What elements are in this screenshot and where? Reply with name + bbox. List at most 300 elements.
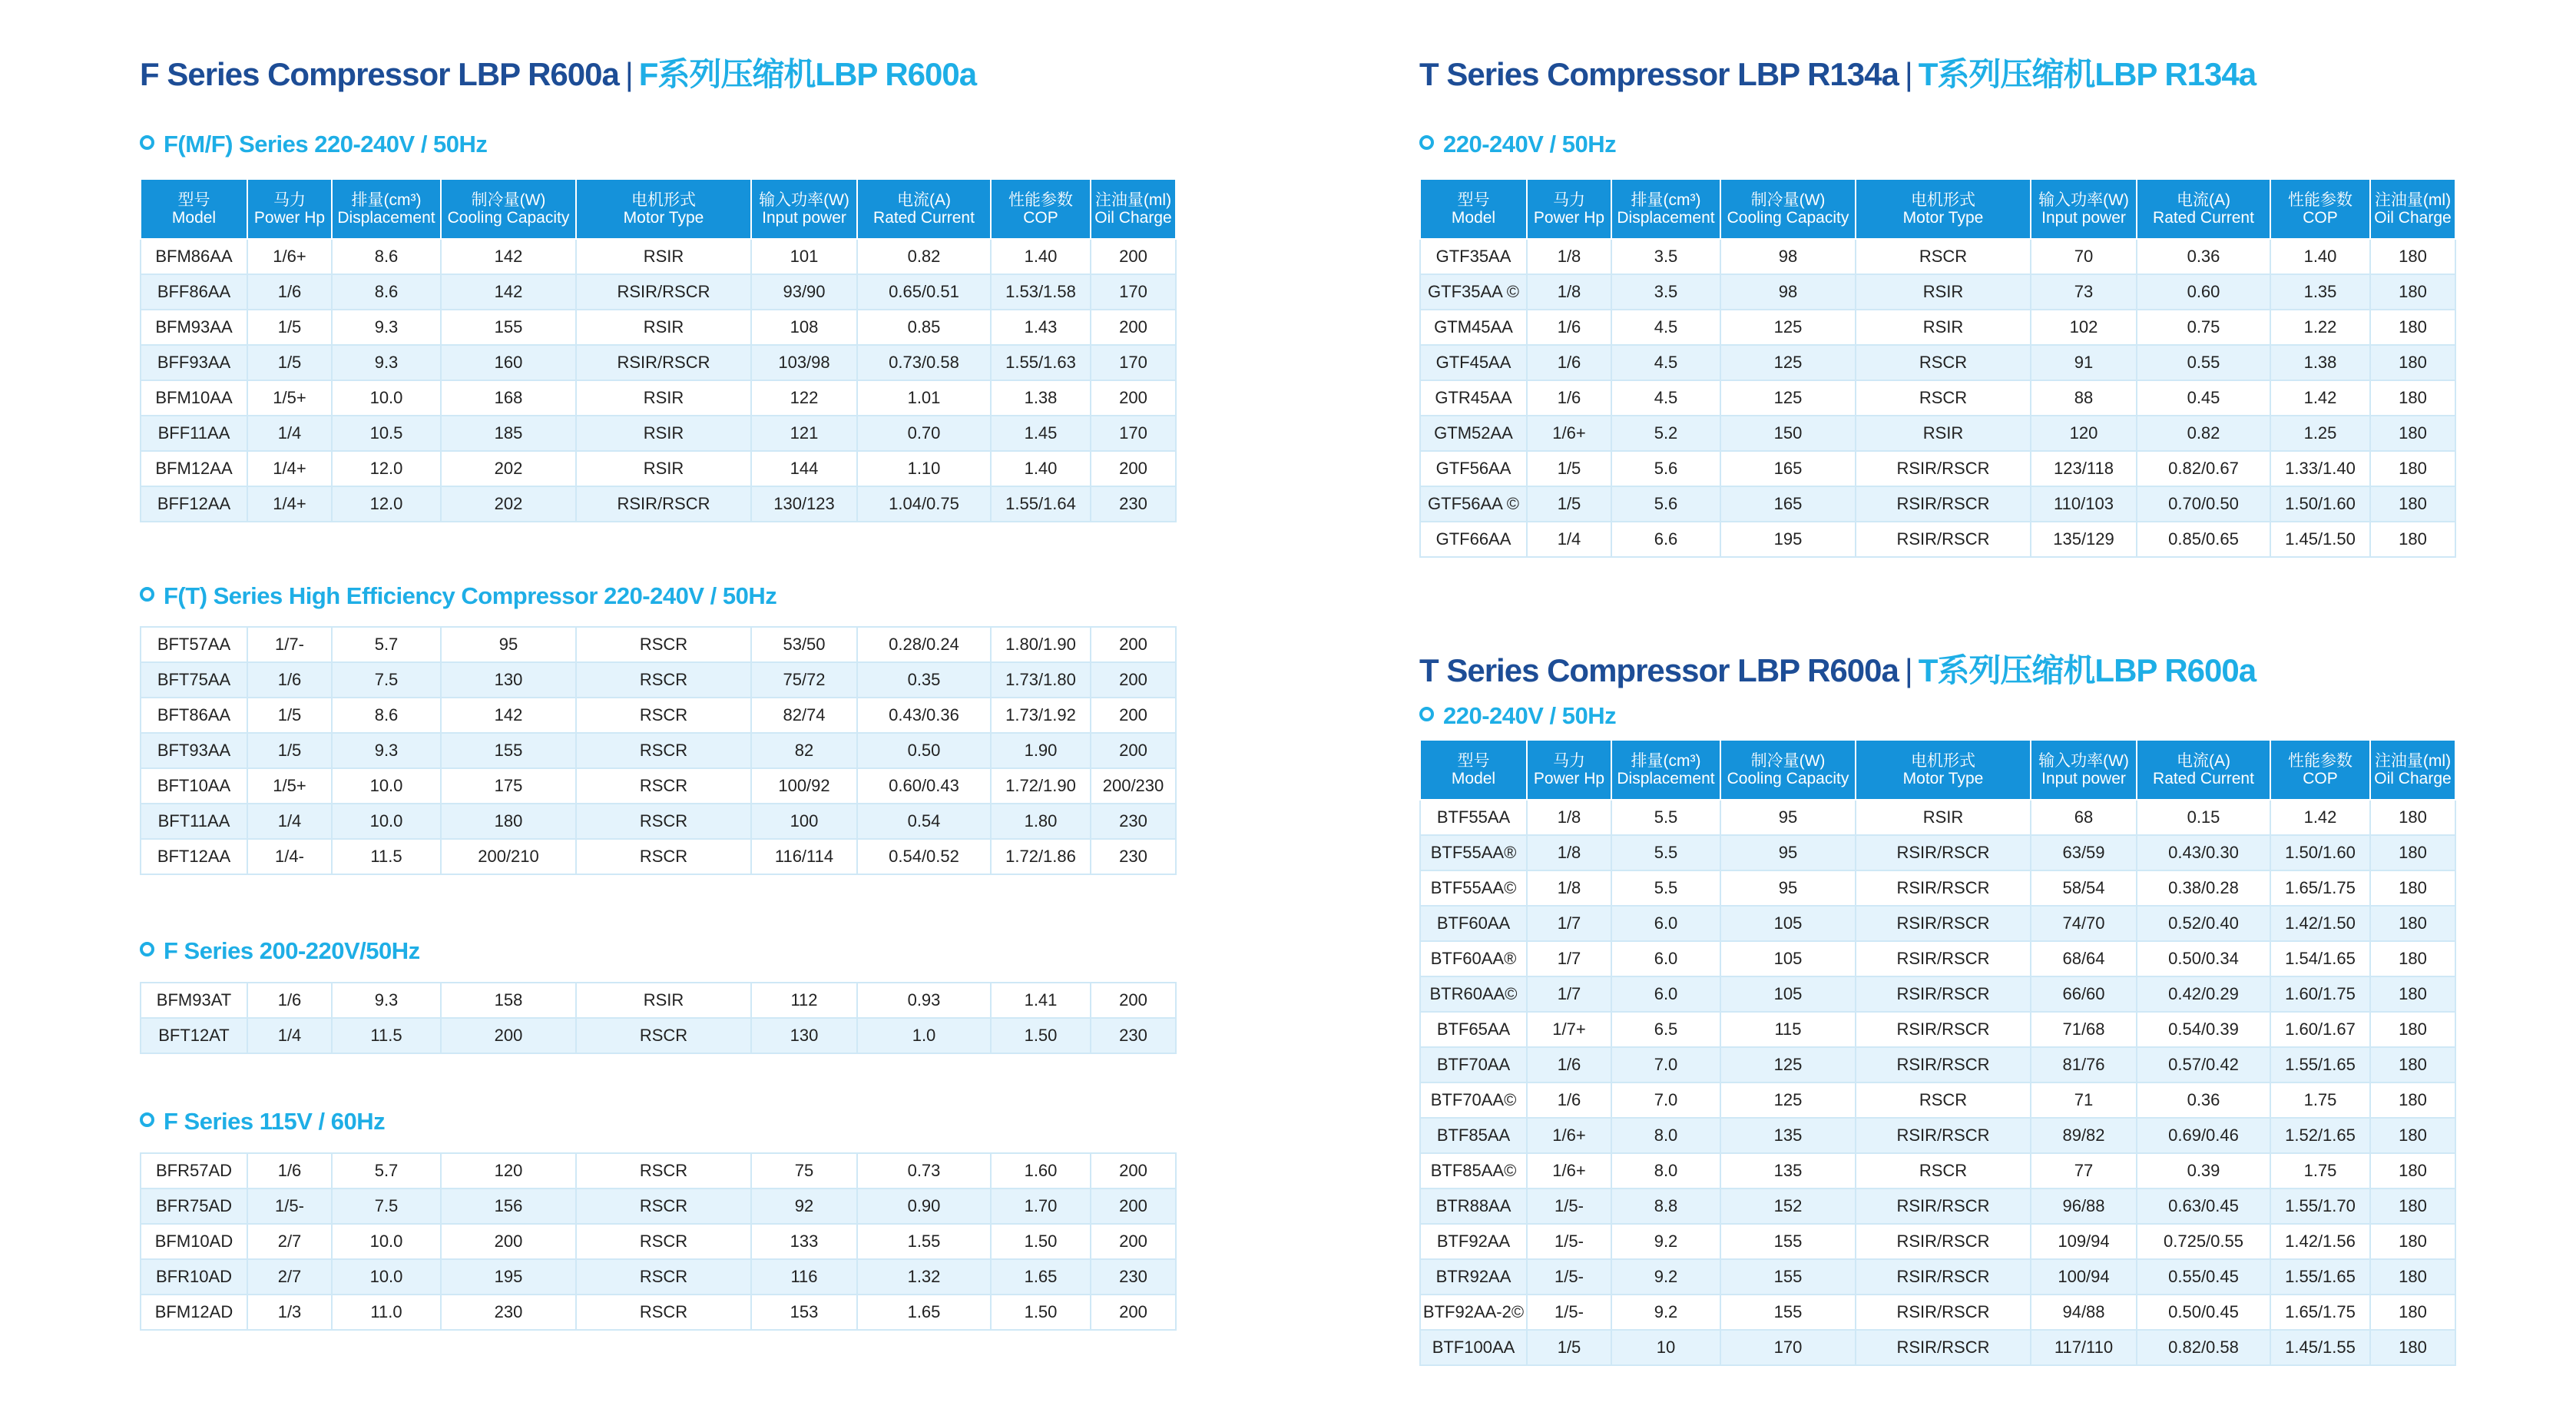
cell-oil-charge: 230: [1091, 1018, 1176, 1053]
cell-motor-type: RSCR: [576, 1259, 751, 1295]
cell-input-power: 68: [2031, 800, 2137, 835]
header-label-cn: 电机形式: [631, 191, 696, 209]
cell-power-hp: 1/4+: [247, 486, 332, 522]
cell-cop: 1.55/1.70: [2270, 1189, 2370, 1224]
table-header-row: [1420, 740, 2455, 800]
main-title-en: F Series Compressor LBP R600a: [140, 56, 619, 92]
cell-motor-type: RSIR/RSCR: [1856, 451, 2031, 486]
circle-bullet-icon: [140, 587, 154, 602]
header-rated-current: [2137, 179, 2270, 239]
circle-bullet-icon: [140, 942, 154, 956]
cell-displacement: 8.0: [1611, 1118, 1720, 1153]
cell-power-hp: 1/6: [1527, 310, 1611, 345]
cell-model: GTM45AA: [1420, 310, 1527, 345]
cell-cooling-capacity: 200: [441, 1224, 576, 1259]
cell-rated-current: 1.04/0.75: [857, 486, 991, 522]
cell-cop: 1.25: [2270, 416, 2370, 451]
header-label-en: Rated Current: [2153, 770, 2254, 787]
cell-displacement: 8.6: [332, 274, 441, 310]
cell-displacement: 5.6: [1611, 486, 1720, 522]
header-input-power: [2031, 179, 2137, 239]
cell-cooling-capacity: 105: [1720, 941, 1856, 976]
cell-displacement: 3.5: [1611, 274, 1720, 310]
cell-power-hp: 1/5: [1527, 451, 1611, 486]
cell-cooling-capacity: 156: [441, 1189, 576, 1224]
cell-cooling-capacity: 95: [1720, 870, 1856, 906]
cell-model: BFT75AA: [141, 662, 247, 698]
header-label-en: Model: [171, 209, 217, 227]
cell-displacement: 10.0: [332, 768, 441, 804]
cell-motor-type: RSIR/RSCR: [576, 274, 751, 310]
cell-input-power: 82: [751, 733, 857, 768]
cell-motor-type: RSIR: [576, 239, 751, 274]
cell-cop: 1.50: [991, 1224, 1091, 1259]
cell-motor-type: RSIR: [576, 310, 751, 345]
cell-motor-type: RSIR: [1856, 274, 2031, 310]
cell-displacement: 12.0: [332, 451, 441, 486]
cell-model: BTF92AA-2©: [1420, 1295, 1527, 1330]
cell-model: BFM12AA: [141, 451, 247, 486]
table-row: [1420, 870, 2455, 906]
cell-cop: 1.80/1.90: [991, 627, 1091, 662]
cell-motor-type: RSCR: [576, 1224, 751, 1259]
cell-oil-charge: 180: [2370, 1259, 2455, 1295]
cell-displacement: 4.5: [1611, 310, 1720, 345]
cell-motor-type: RSIR/RSCR: [1856, 1259, 2031, 1295]
cell-displacement: 6.5: [1611, 1012, 1720, 1047]
cell-displacement: 5.6: [1611, 451, 1720, 486]
cell-oil-charge: 200/230: [1091, 768, 1176, 804]
cell-cooling-capacity: 200: [441, 1018, 576, 1053]
cell-model: BFT10AA: [141, 768, 247, 804]
cell-cop: 1.72/1.90: [991, 768, 1091, 804]
cell-model: BFT11AA: [141, 804, 247, 839]
cell-model: GTF45AA: [1420, 345, 1527, 380]
cell-cooling-capacity: 95: [441, 627, 576, 662]
cell-cop: 1.54/1.65: [2270, 941, 2370, 976]
cell-model: BTF85AA: [1420, 1118, 1527, 1153]
table-row: [1420, 1295, 2455, 1330]
cell-rated-current: 1.55: [857, 1224, 991, 1259]
spec-table: [140, 178, 1177, 522]
cell-rated-current: 0.38/0.28: [2137, 870, 2270, 906]
table-row: [1420, 1118, 2455, 1153]
cell-input-power: 96/88: [2031, 1189, 2137, 1224]
cell-model: BTF60AA: [1420, 906, 1527, 941]
cell-power-hp: 1/5: [1527, 486, 1611, 522]
cell-cop: 1.45/1.50: [2270, 522, 2370, 557]
header-label-en: COP: [2303, 770, 2338, 787]
cell-rated-current: 0.82/0.58: [2137, 1330, 2270, 1365]
cell-cooling-capacity: 135: [1720, 1153, 1856, 1189]
cell-input-power: 153: [751, 1295, 857, 1330]
cell-cop: 1.45: [991, 416, 1091, 451]
cell-input-power: 74/70: [2031, 906, 2137, 941]
main-title-cn: T系列压缩机LBP R600a: [1918, 652, 2256, 688]
cell-input-power: 58/54: [2031, 870, 2137, 906]
cell-displacement: 7.5: [332, 662, 441, 698]
header-label-cn: 马力: [273, 191, 306, 209]
cell-rated-current: 0.70/0.50: [2137, 486, 2270, 522]
cell-displacement: 5.7: [332, 1153, 441, 1189]
cell-rated-current: 1.32: [857, 1259, 991, 1295]
cell-cop: 1.50/1.60: [2270, 835, 2370, 870]
cell-input-power: 100/92: [751, 768, 857, 804]
cell-cop: 1.65/1.75: [2270, 870, 2370, 906]
cell-motor-type: RSIR/RSCR: [1856, 1118, 2031, 1153]
cell-motor-type: RSCR: [576, 1295, 751, 1330]
cell-input-power: 68/64: [2031, 941, 2137, 976]
header-label-en: Displacement: [1617, 209, 1715, 227]
cell-cop: 1.50/1.60: [2270, 486, 2370, 522]
cell-motor-type: RSCR: [576, 698, 751, 733]
cell-oil-charge: 170: [1091, 274, 1176, 310]
header-label-cn: 输入功率(W): [2038, 191, 2129, 209]
cell-cop: 1.55/1.63: [991, 345, 1091, 380]
cell-oil-charge: 180: [2370, 1330, 2455, 1365]
table-row: [141, 1224, 1176, 1259]
cell-oil-charge: 200: [1091, 310, 1176, 345]
cell-cop: 1.42/1.50: [2270, 906, 2370, 941]
section-title: [140, 584, 776, 608]
cell-power-hp: 1/6: [247, 662, 332, 698]
cell-rated-current: 0.45: [2137, 380, 2270, 416]
cell-cooling-capacity: 105: [1720, 976, 1856, 1012]
cell-input-power: 100/94: [2031, 1259, 2137, 1295]
cell-power-hp: 1/8: [1527, 800, 1611, 835]
table-row: [141, 698, 1176, 733]
spec-table: [140, 1152, 1177, 1331]
cell-displacement: 5.5: [1611, 835, 1720, 870]
header-label-en: Power Hp: [1533, 209, 1605, 227]
cell-cooling-capacity: 185: [441, 416, 576, 451]
cell-motor-type: RSIR/RSCR: [1856, 1189, 2031, 1224]
cell-cop: 1.72/1.86: [991, 839, 1091, 874]
cell-power-hp: 1/6: [247, 983, 332, 1018]
cell-cop: 1.70: [991, 1189, 1091, 1224]
header-cooling-capacity: [1720, 179, 1856, 239]
cell-motor-type: RSIR/RSCR: [1856, 486, 2031, 522]
cell-oil-charge: 200: [1091, 733, 1176, 768]
cell-oil-charge: 180: [2370, 1082, 2455, 1118]
cell-power-hp: 1/5-: [1527, 1224, 1611, 1259]
cell-cooling-capacity: 142: [441, 274, 576, 310]
cell-model: GTF35AA ©: [1420, 274, 1527, 310]
cell-power-hp: 1/7: [1527, 976, 1611, 1012]
cell-oil-charge: 230: [1091, 486, 1176, 522]
cell-input-power: 73: [2031, 274, 2137, 310]
cell-cop: 1.42: [2270, 380, 2370, 416]
table-header-row: [1420, 179, 2455, 239]
cell-motor-type: RSCR: [576, 627, 751, 662]
table-row: [141, 1295, 1176, 1330]
table-row: [141, 310, 1176, 345]
header-label-cn: 制冷量(W): [471, 191, 546, 209]
cell-power-hp: 1/8: [1527, 274, 1611, 310]
cell-cooling-capacity: 125: [1720, 380, 1856, 416]
cell-rated-current: 0.73: [857, 1153, 991, 1189]
cell-oil-charge: 200: [1091, 239, 1176, 274]
cell-model: BTR92AA: [1420, 1259, 1527, 1295]
header-power-hp: [1527, 740, 1611, 800]
cell-cop: 1.50: [991, 1295, 1091, 1330]
cell-motor-type: RSIR/RSCR: [1856, 1330, 2031, 1365]
cell-rated-current: 0.65/0.51: [857, 274, 991, 310]
cell-power-hp: 1/8: [1527, 835, 1611, 870]
table-row: [1420, 1259, 2455, 1295]
cell-power-hp: 1/6+: [247, 239, 332, 274]
cell-input-power: 109/94: [2031, 1224, 2137, 1259]
cell-input-power: 71: [2031, 1082, 2137, 1118]
cell-displacement: 8.6: [332, 698, 441, 733]
cell-displacement: 10: [1611, 1330, 1720, 1365]
table-row: [1420, 906, 2455, 941]
cell-input-power: 116/114: [751, 839, 857, 874]
cell-displacement: 6.0: [1611, 976, 1720, 1012]
cell-rated-current: 0.82/0.67: [2137, 451, 2270, 486]
cell-motor-type: RSIR: [1856, 416, 2031, 451]
cell-cop: 1.53/1.58: [991, 274, 1091, 310]
cell-cooling-capacity: 98: [1720, 239, 1856, 274]
table-row: [141, 1153, 1176, 1189]
cell-cooling-capacity: 175: [441, 768, 576, 804]
cell-power-hp: 1/5: [247, 310, 332, 345]
cell-oil-charge: 200: [1091, 983, 1176, 1018]
cell-input-power: 91: [2031, 345, 2137, 380]
cell-motor-type: RSCR: [1856, 345, 2031, 380]
cell-cooling-capacity: 165: [1720, 451, 1856, 486]
cell-cop: 1.42/1.56: [2270, 1224, 2370, 1259]
cell-rated-current: 0.54/0.52: [857, 839, 991, 874]
cell-motor-type: RSIR: [1856, 310, 2031, 345]
cell-input-power: 101: [751, 239, 857, 274]
cell-input-power: 103/98: [751, 345, 857, 380]
cell-model: BTR60AA©: [1420, 976, 1527, 1012]
cell-rated-current: 0.55/0.45: [2137, 1259, 2270, 1295]
cell-model: BFF11AA: [141, 416, 247, 451]
section-title-text: F(M/F) Series 220-240V / 50Hz: [164, 131, 488, 157]
cell-rated-current: 0.50/0.34: [2137, 941, 2270, 976]
table-header-row: [141, 179, 1176, 239]
cell-cooling-capacity: 202: [441, 486, 576, 522]
header-label-en: Rated Current: [873, 209, 975, 227]
cell-input-power: 81/76: [2031, 1047, 2137, 1082]
cell-cop: 1.75: [2270, 1153, 2370, 1189]
header-model: [141, 179, 247, 239]
cell-model: BTF55AA©: [1420, 870, 1527, 906]
cell-power-hp: 2/7: [247, 1224, 332, 1259]
cell-oil-charge: 180: [2370, 522, 2455, 557]
cell-cop: 1.50: [991, 1018, 1091, 1053]
cell-motor-type: RSCR: [1856, 380, 2031, 416]
cell-rated-current: 0.50/0.45: [2137, 1295, 2270, 1330]
cell-displacement: 9.2: [1611, 1224, 1720, 1259]
cell-oil-charge: 200: [1091, 698, 1176, 733]
cell-input-power: 122: [751, 380, 857, 416]
cell-displacement: 9.3: [332, 345, 441, 380]
cell-cop: 1.52/1.65: [2270, 1118, 2370, 1153]
cell-power-hp: 1/7: [1527, 941, 1611, 976]
f-series-main-title: [140, 58, 976, 91]
cell-cooling-capacity: 195: [441, 1259, 576, 1295]
cell-input-power: 112: [751, 983, 857, 1018]
cell-oil-charge: 180: [2370, 1153, 2455, 1189]
cell-oil-charge: 180: [2370, 1118, 2455, 1153]
cell-cooling-capacity: 142: [441, 239, 576, 274]
cell-rated-current: 0.57/0.42: [2137, 1047, 2270, 1082]
cell-displacement: 5.5: [1611, 800, 1720, 835]
table-row: [141, 1259, 1176, 1295]
header-label-cn: 电流(A): [897, 191, 951, 209]
cell-rated-current: 0.43/0.36: [857, 698, 991, 733]
cell-power-hp: 1/5: [1527, 1330, 1611, 1365]
cell-rated-current: 0.54/0.39: [2137, 1012, 2270, 1047]
header-label-cn: 马力: [1553, 752, 1585, 770]
header-label-en: Cooling Capacity: [1727, 770, 1849, 787]
cell-model: BFM93AA: [141, 310, 247, 345]
cell-rated-current: 0.75: [2137, 310, 2270, 345]
cell-rated-current: 0.52/0.40: [2137, 906, 2270, 941]
cell-power-hp: 1/6: [1527, 345, 1611, 380]
table-row: [141, 486, 1176, 522]
cell-cooling-capacity: 155: [1720, 1224, 1856, 1259]
cell-input-power: 100: [751, 804, 857, 839]
cell-input-power: 110/103: [2031, 486, 2137, 522]
cell-power-hp: 1/7: [1527, 906, 1611, 941]
cell-power-hp: 1/8: [1527, 239, 1611, 274]
cell-displacement: 9.2: [1611, 1295, 1720, 1330]
cell-rated-current: 0.55: [2137, 345, 2270, 380]
cell-oil-charge: 230: [1091, 804, 1176, 839]
cell-power-hp: 1/6+: [1527, 1118, 1611, 1153]
header-displacement: [1611, 740, 1720, 800]
cell-input-power: 89/82: [2031, 1118, 2137, 1153]
cell-displacement: 7.5: [332, 1189, 441, 1224]
cell-cop: 1.38: [2270, 345, 2370, 380]
cell-power-hp: 1/6: [1527, 380, 1611, 416]
header-displacement: [332, 179, 441, 239]
cell-displacement: 9.3: [332, 733, 441, 768]
table-row: [141, 416, 1176, 451]
header-label-en: Motor Type: [1902, 209, 1984, 227]
cell-oil-charge: 180: [2370, 274, 2455, 310]
cell-model: BFR10AD: [141, 1259, 247, 1295]
cell-cop: 1.55/1.65: [2270, 1047, 2370, 1082]
header-input-power: [751, 179, 857, 239]
cell-input-power: 108: [751, 310, 857, 345]
table-row: [1420, 310, 2455, 345]
cell-model: BFT12AT: [141, 1018, 247, 1053]
table-row: [141, 839, 1176, 874]
cell-input-power: 77: [2031, 1153, 2137, 1189]
cell-motor-type: RSIR: [1856, 800, 2031, 835]
header-label-en: Cooling Capacity: [1727, 209, 1849, 227]
cell-power-hp: 1/7+: [1527, 1012, 1611, 1047]
cell-motor-type: RSIR/RSCR: [1856, 976, 2031, 1012]
header-label-en: Displacement: [1617, 770, 1715, 787]
header-label-cn: 性能参数: [2288, 752, 2353, 770]
cell-model: BTF60AA®: [1420, 941, 1527, 976]
cell-displacement: 8.0: [1611, 1153, 1720, 1189]
header-label-cn: 型号: [1457, 191, 1490, 209]
cell-motor-type: RSIR/RSCR: [1856, 1295, 2031, 1330]
cell-oil-charge: 180: [2370, 941, 2455, 976]
cell-rated-current: 0.90: [857, 1189, 991, 1224]
cell-oil-charge: 180: [2370, 1047, 2455, 1082]
cell-motor-type: RSIR/RSCR: [576, 345, 751, 380]
cell-input-power: 71/68: [2031, 1012, 2137, 1047]
table-row: [1420, 1330, 2455, 1365]
cell-oil-charge: 200: [1091, 627, 1176, 662]
cell-power-hp: 1/4: [247, 1018, 332, 1053]
cell-cop: 1.55/1.65: [2270, 1259, 2370, 1295]
cell-rated-current: 0.85/0.65: [2137, 522, 2270, 557]
header-displacement: [1611, 179, 1720, 239]
spec-table: [1419, 178, 2456, 558]
header-motor-type: [1856, 179, 2031, 239]
cell-displacement: 11.5: [332, 1018, 441, 1053]
cell-cooling-capacity: 158: [441, 983, 576, 1018]
cell-power-hp: 1/6+: [1527, 1153, 1611, 1189]
t-series-r134a-main-title: [1419, 58, 2256, 91]
header-label-cn: 型号: [177, 191, 210, 209]
header-label-cn: 注油量(ml): [1094, 191, 1172, 209]
cell-cooling-capacity: 160: [441, 345, 576, 380]
cell-model: BFT93AA: [141, 733, 247, 768]
cell-cop: 1.42: [2270, 800, 2370, 835]
header-label-en: Rated Current: [2153, 209, 2254, 227]
cell-motor-type: RSCR: [576, 804, 751, 839]
cell-motor-type: RSCR: [576, 1018, 751, 1053]
table-row: [1420, 380, 2455, 416]
cell-cooling-capacity: 150: [1720, 416, 1856, 451]
cell-model: BFF12AA: [141, 486, 247, 522]
main-title-cn: T系列压缩机LBP R134a: [1918, 56, 2256, 92]
table-row: [141, 451, 1176, 486]
cell-cop: 1.35: [2270, 274, 2370, 310]
cell-power-hp: 1/6: [1527, 1082, 1611, 1118]
section-title: [140, 132, 487, 156]
cell-cooling-capacity: 115: [1720, 1012, 1856, 1047]
cell-oil-charge: 180: [2370, 1012, 2455, 1047]
cell-model: BFM86AA: [141, 239, 247, 274]
header-label-en: Cooling Capacity: [447, 209, 570, 227]
header-label-en: Oil Charge: [2374, 209, 2452, 227]
cell-model: BFM10AD: [141, 1224, 247, 1259]
table-row: [1420, 1082, 2455, 1118]
table-row: [1420, 1153, 2455, 1189]
cell-input-power: 93/90: [751, 274, 857, 310]
circle-bullet-icon: [140, 1112, 154, 1127]
section-title: [1419, 704, 1616, 728]
table-row: [1420, 239, 2455, 274]
cell-displacement: 9.3: [332, 310, 441, 345]
cell-input-power: 75/72: [751, 662, 857, 698]
cell-power-hp: 1/6: [247, 274, 332, 310]
cell-oil-charge: 170: [1091, 345, 1176, 380]
table-row: [141, 768, 1176, 804]
header-label-en: Input power: [2041, 209, 2126, 227]
cell-input-power: 75: [751, 1153, 857, 1189]
cell-rated-current: 0.93: [857, 983, 991, 1018]
cell-motor-type: RSIR/RSCR: [1856, 906, 2031, 941]
cell-cooling-capacity: 125: [1720, 310, 1856, 345]
cell-model: BFF93AA: [141, 345, 247, 380]
cell-cooling-capacity: 155: [441, 310, 576, 345]
table-row: [1420, 1224, 2455, 1259]
header-input-power: [2031, 740, 2137, 800]
cell-cop: 1.45/1.55: [2270, 1330, 2370, 1365]
